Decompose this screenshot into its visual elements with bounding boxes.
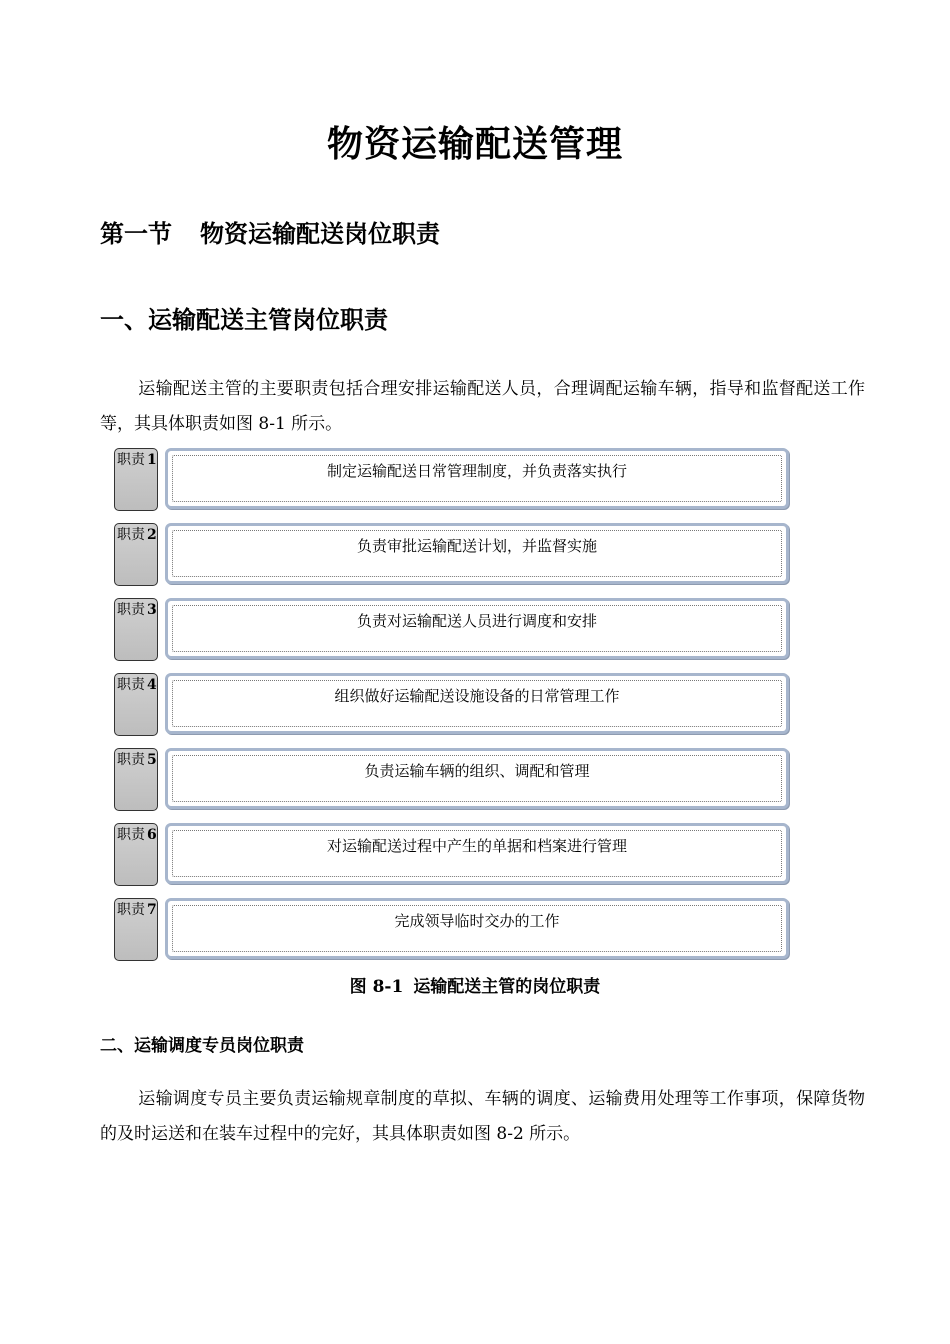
duty-tab-label: 职责 xyxy=(117,902,145,918)
duty-row xyxy=(114,598,790,664)
duty-text: 完成领导临时交办的工作 xyxy=(172,905,782,952)
duty-tab xyxy=(114,523,158,586)
duty-box xyxy=(165,823,789,884)
intro-paragraph xyxy=(100,372,865,442)
duty-box xyxy=(165,523,789,584)
duty-text: 负责运输车辆的组织、调配和管理 xyxy=(172,755,782,802)
duty-tab-label: 职责 xyxy=(117,752,145,768)
duty-row xyxy=(114,448,790,514)
duty-row xyxy=(114,673,790,739)
duty-tab-number: 7 xyxy=(147,902,157,918)
duty-text: 负责对运输配送人员进行调度和安排 xyxy=(172,605,782,652)
duty-row xyxy=(114,823,790,889)
dispatcher-paragraph xyxy=(100,1082,865,1152)
duty-tab-label: 职责 xyxy=(117,677,145,693)
intro-paragraph-text: 运输配送主管的主要职责包括合理安排运输配送人员，合理调配运输车辆，指导和监督配送工作等，其具体职责如图 8-1 所示。 xyxy=(100,379,865,434)
dispatcher-paragraph-text: 运输调度专员主要负责运输规章制度的草拟、车辆的调度、运输费用处理等工作事项，保障货物的及时运送和在装车过程中的完好，其具体职责如图 8-2 所示。 xyxy=(100,1089,865,1144)
duty-tab-label: 职责 xyxy=(117,452,145,468)
duty-tab-label: 职责 xyxy=(117,527,145,543)
duty-tab-number: 3 xyxy=(147,602,157,618)
duty-box xyxy=(165,898,789,959)
duty-tab xyxy=(114,898,158,961)
duty-tab-label: 职责 xyxy=(117,602,145,618)
duty-text: 负责审批运输配送计划，并监督实施 xyxy=(172,530,782,577)
figure-caption-label: 图 8-1 xyxy=(349,977,404,997)
section-number: 第一节 xyxy=(100,219,172,248)
figure-caption xyxy=(0,972,950,997)
subsection-heading: 一、运输配送主管岗位职责 xyxy=(100,305,388,334)
duty-tab-number: 6 xyxy=(147,827,157,843)
document-title: 物资运输配送管理 xyxy=(326,123,623,165)
duty-text: 对运输配送过程中产生的单据和档案进行管理 xyxy=(172,830,782,877)
section-heading xyxy=(100,214,440,249)
duty-tab-number: 5 xyxy=(147,752,157,768)
duty-box xyxy=(165,448,789,509)
duty-row xyxy=(114,898,790,964)
duty-tab-number: 4 xyxy=(147,677,157,693)
section-title: 物资运输配送岗位职责 xyxy=(200,219,440,248)
duty-box xyxy=(165,598,789,659)
figure-caption-text: 运输配送主管的岗位职责 xyxy=(413,977,601,997)
duty-row xyxy=(114,523,790,589)
duty-tab xyxy=(114,823,158,886)
duty-tab xyxy=(114,748,158,811)
duty-box xyxy=(165,673,789,734)
duty-box xyxy=(165,748,789,809)
duty-row xyxy=(114,748,790,814)
duty-tab-number: 2 xyxy=(147,527,157,543)
duty-text: 组织做好运输配送设施设备的日常管理工作 xyxy=(172,680,782,727)
duty-tab xyxy=(114,598,158,661)
subsection-heading-2: 二、运输调度专员岗位职责 xyxy=(100,1036,304,1056)
duty-tab-label: 职责 xyxy=(117,827,145,843)
duty-tab xyxy=(114,673,158,736)
duty-text: 制定运输配送日常管理制度，并负责落实执行 xyxy=(172,455,782,502)
duty-tab xyxy=(114,448,158,511)
duty-tab-number: 1 xyxy=(147,452,157,468)
